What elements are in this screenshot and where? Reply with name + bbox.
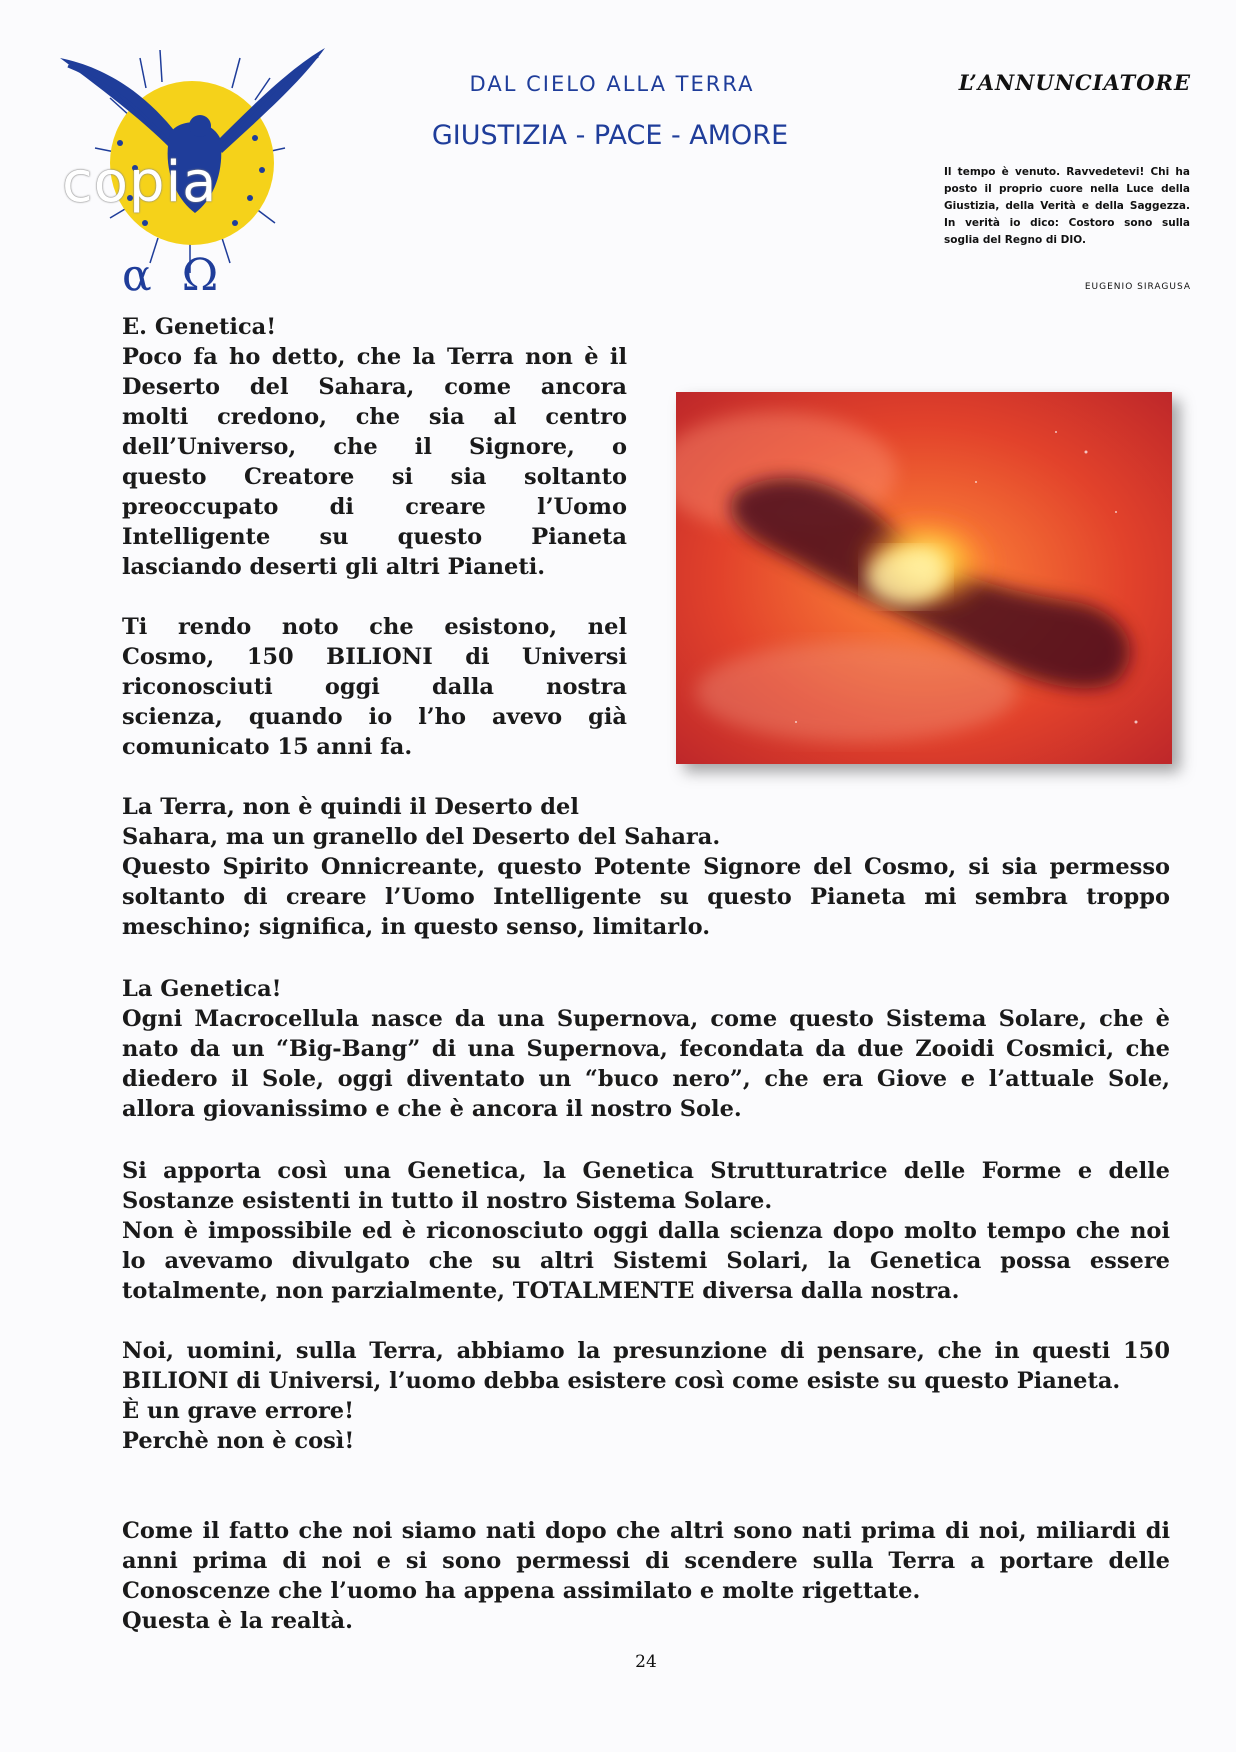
text-line: preoccupato di creare l’Uomo: [122, 494, 627, 520]
text-line: Cosmo, 150 BILIONI di Universi: [122, 644, 627, 670]
text-line: comunicato 15 anni fa.: [122, 734, 413, 760]
text-line: La Terra, non è quindi il Deserto del: [122, 794, 579, 820]
exclamation-line: È un grave errore!: [122, 1398, 354, 1424]
copia-watermark: copia: [62, 150, 218, 215]
paragraph-4: Questo Spirito Onnicreante, questo Potente Signore del Cosmo, si sia permesso soltanto di creare l’Uomo Intelligente su questo Pianeta mi sembra troppo meschino; significa, in questo senso, limitarlo.: [122, 854, 1170, 940]
paragraph-2: [122, 612, 627, 762]
text-line: lasciando deserti gli altri Pianeti.: [122, 554, 546, 580]
paragraph-3: [122, 792, 1170, 942]
text-line: Poco fa ho detto, che la Terra non è il: [122, 344, 627, 370]
paragraph-6: [122, 1156, 1170, 1306]
paragraph-text: Ogni Macrocellula nasce da una Supernova, come questo Sistema Solare, che è nato da un “Big-Bang” di una Supernova, fecondata da due Zooidi Cosmici, che diedero il Sole, oggi diventato un “buco nero”, che era Giove e l’attuale Sole, allora giovanissimo e che è ancora il nostro Sole.: [122, 1006, 1170, 1122]
section-heading: E. Genetica!: [122, 314, 277, 340]
paragraph-5: [122, 974, 1170, 1124]
section-heading: La Genetica!: [122, 976, 282, 1002]
text-line: Ti rendo noto che esistono, nel: [122, 614, 627, 640]
closing-line: Questa è la realtà.: [122, 1608, 353, 1634]
text-line: dell’Universo, che il Signore, o: [122, 434, 627, 460]
text-line: questo Creatore si sia soltanto: [122, 464, 627, 490]
epigraph-quote: Il tempo è venuto. Ravvedetevi! Chi ha posto il proprio cuore nella Luce della Giustizia, della Verità e della Saggezza. In verità io dico: Costoro sono sulla soglia del Regno di DIO.: [944, 166, 1190, 246]
text-line: riconosciuti oggi dalla nostra: [122, 674, 627, 700]
alpha-omega-symbol: α Ω: [122, 250, 227, 301]
text-line: Sahara, ma un granello del Deserto del Sahara.: [122, 824, 721, 850]
text-line: Intelligente su questo Pianeta: [122, 524, 627, 550]
header-title: GIUSTIZIA - PACE - AMORE: [431, 120, 789, 151]
paragraph-8: [122, 1336, 1170, 1456]
text-line: molti credono, che sia al centro: [122, 404, 627, 430]
exclamation-line: Perchè non è così!: [122, 1428, 355, 1454]
header-subtitle: DAL CIELO ALLA TERRA: [469, 72, 755, 96]
paragraph-text: Si apporta così una Genetica, la Genetica Strutturatrice delle Forme e delle Sostanze esistenti in tutto il nostro Sistema Solare.: [122, 1158, 1170, 1214]
nebula-image: [676, 392, 1172, 764]
paragraph-7: Non è impossibile ed è riconosciuto oggi dalla scienza dopo molto tempo che noi lo avevamo divulgato che su altri Sistemi Solari, la Genetica possa essere totalmente, non parzialmente, TOTALMENTE diversa dalla nostra.: [122, 1218, 1170, 1304]
paragraph-11: [122, 1516, 1170, 1636]
text-line: Deserto del Sahara, come ancora: [122, 374, 627, 400]
epigraph-author: EUGENIO SIRAGUSA: [1084, 282, 1191, 292]
page-number: 24: [635, 1652, 657, 1672]
paragraph-text: Come il fatto che noi siamo nati dopo che altri sono nati prima di noi, miliardi di anni prima di noi e si sono permessi di scendere sulla Terra a portare delle Conoscenze che l’uomo ha appena assimilato e molte rigettate.: [122, 1518, 1170, 1604]
paragraph-text: Noi, uomini, sulla Terra, abbiamo la presunzione di pensare, che in questi 150 BILIONI di Universi, l’uomo debba esistere così come esiste su questo Pianeta.: [122, 1338, 1170, 1394]
publication-name: L’ANNUNCIATORE: [958, 70, 1191, 95]
paragraph-1: [122, 312, 627, 582]
text-line: scienza, quando io l’ho avevo già: [122, 704, 627, 730]
